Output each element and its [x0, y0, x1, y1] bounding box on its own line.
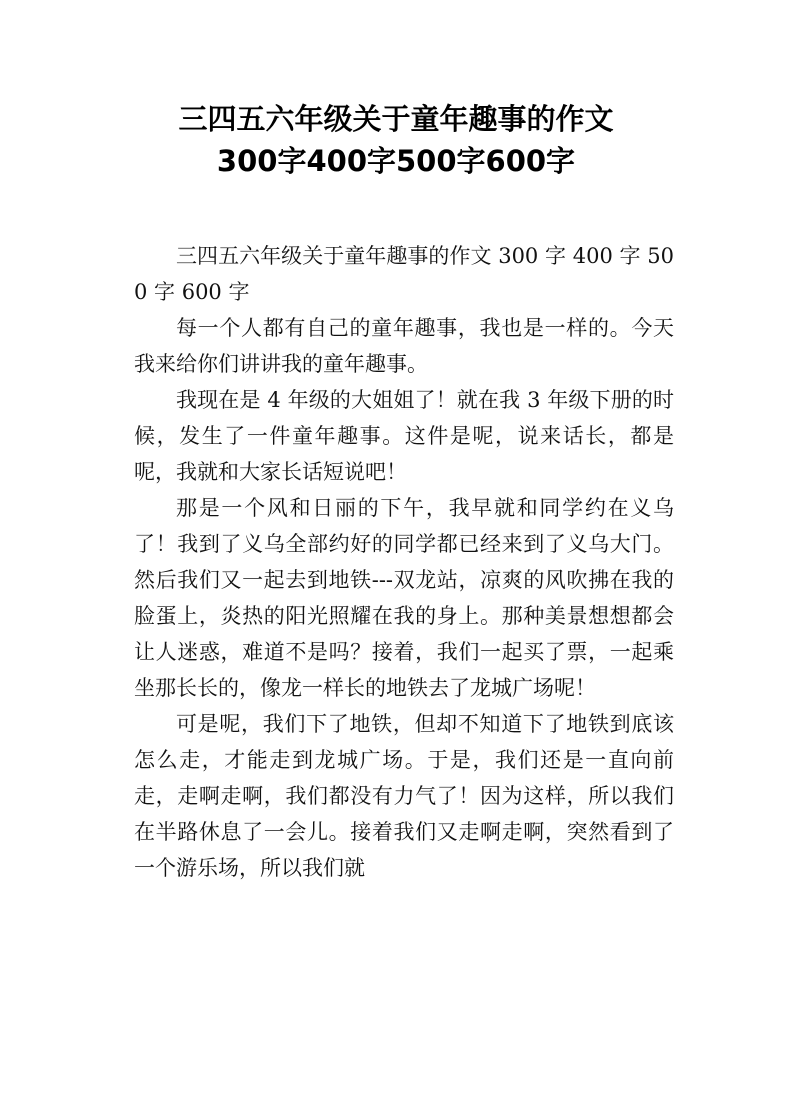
title-line-2: 300字400字500字600字	[216, 144, 576, 178]
paragraph-4: 那是一个风和日丽的下午，我早就和同学约在义乌了！我到了义乌全部约好的同学都已经来到了义乌大门。然后我们又一起去到地铁---双龙站，凉爽的风吹拂在我的脸蛋上，炎热的阳光照耀在我的身上。那种美景想想都会让人迷惑，难道不是吗？接着，我们一起买了票，一起乘坐那长长的，像龙一样长的地铁去了龙城广场呢！	[134, 496, 674, 700]
paragraph-5: 可是呢，我们下了地铁，但却不知道下了地铁到底该怎么走，才能走到龙城广场。于是，我们还是一直向前走，走啊走啊，我们都没有力气了！因为这样，所以我们在半路休息了一会儿。接着我们又走啊走啊，突然看到了一个游乐场，所以我们就	[134, 712, 674, 880]
document-title	[0, 98, 792, 182]
paragraph-1: 三四五六年级关于童年趣事的作文 300 字 400 字 500 字 600 字	[134, 244, 674, 304]
paragraph-3: 我现在是 4 年级的大姐姐了！就在我 3 年级下册的时候，发生了一件童年趣事。这件是呢，说来话长，都是呢，我就和大家长话短说吧！	[134, 388, 674, 484]
title-line-1: 三四五六年级关于童年趣事的作文	[178, 102, 614, 136]
document-body	[134, 238, 674, 886]
paragraph-2: 每一个人都有自己的童年趣事，我也是一样的。今天我来给你们讲讲我的童年趣事。	[134, 316, 674, 376]
